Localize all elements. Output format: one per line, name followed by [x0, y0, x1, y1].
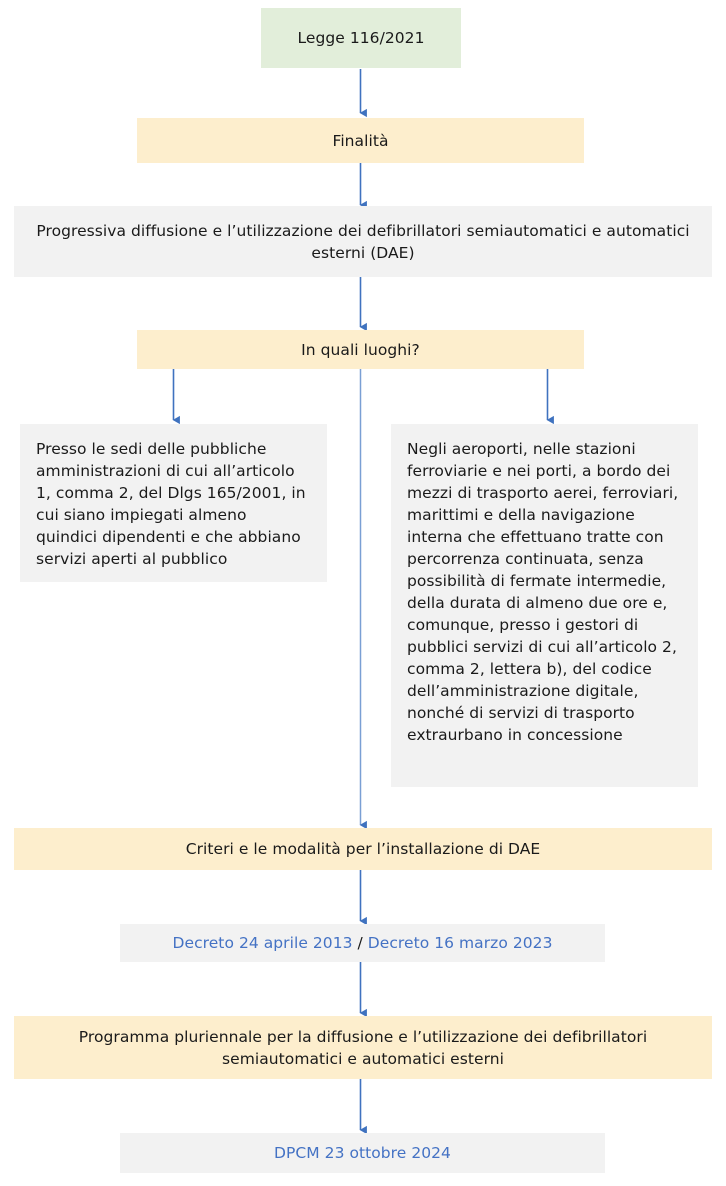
- node-legge-116-2021-label: Legge 116/2021: [297, 29, 425, 47]
- node-finalita-label: Finalità: [332, 131, 389, 150]
- link-decreto-24-aprile-2013[interactable]: Decreto 24 aprile 2013: [172, 934, 353, 952]
- decreti-separator: /: [352, 934, 368, 952]
- node-in-quali-luoghi-label: In quali luoghi?: [301, 340, 420, 359]
- node-in-quali-luoghi[interactable]: [137, 330, 584, 369]
- node-luoghi-trasporti-label: Negli aeroporti, nelle stazioni ferroviarie e nei porti, a bordo dei mezzi di trasporto aerei, ferroviari, marittimi e della navigazione interna che effettuano tratte con percorrenza continuata, senza possibilità di fermate intermedie, della durata di almeno due ore e, comunque, presso i gestori di pubblici servizi di cui all’articolo 2, comma 2, lettera b), del codice dell’amministrazione digitale, nonché di servizi di trasporto extraurbano in concessione: [407, 440, 679, 744]
- node-criteri-modalita-label: Criteri e le modalità per l’installazione di DAE: [185, 840, 541, 858]
- node-decreti-text: [134, 932, 591, 954]
- node-progressiva-diffusione[interactable]: [14, 206, 712, 277]
- node-luoghi-pubbliche-amministrazioni-label: Presso le sedi delle pubbliche amministrazioni di cui all’articolo 1, comma 2, del Dlgs 165/2001, in cui siano impiegati almeno quindici dipendenti e che abbiano servizi aperti al pubblico: [36, 440, 306, 568]
- node-luoghi-trasporti[interactable]: [391, 424, 698, 787]
- node-programma-pluriennale[interactable]: [14, 1016, 712, 1079]
- node-legge-116-2021[interactable]: [261, 8, 461, 68]
- node-dpcm[interactable]: [120, 1133, 605, 1173]
- link-dpcm-23-ottobre-2024[interactable]: DPCM 23 ottobre 2024: [274, 1144, 451, 1162]
- node-decreti[interactable]: [120, 924, 605, 962]
- link-decreto-16-marzo-2023[interactable]: Decreto 16 marzo 2023: [367, 934, 553, 952]
- node-programma-pluriennale-label: Programma pluriennale per la diffusione e l’utilizzazione dei defibrillatori semiautomatici e automatici esterni: [78, 1027, 648, 1068]
- node-criteri-modalita[interactable]: [14, 828, 712, 870]
- node-luoghi-pubbliche-amministrazioni[interactable]: [20, 424, 327, 582]
- node-progressiva-diffusione-label: Progressiva diffusione e l’utilizzazione dei defibrillatori semiautomatici e automatici esterni (DAE): [36, 221, 690, 262]
- node-finalita[interactable]: [137, 118, 584, 163]
